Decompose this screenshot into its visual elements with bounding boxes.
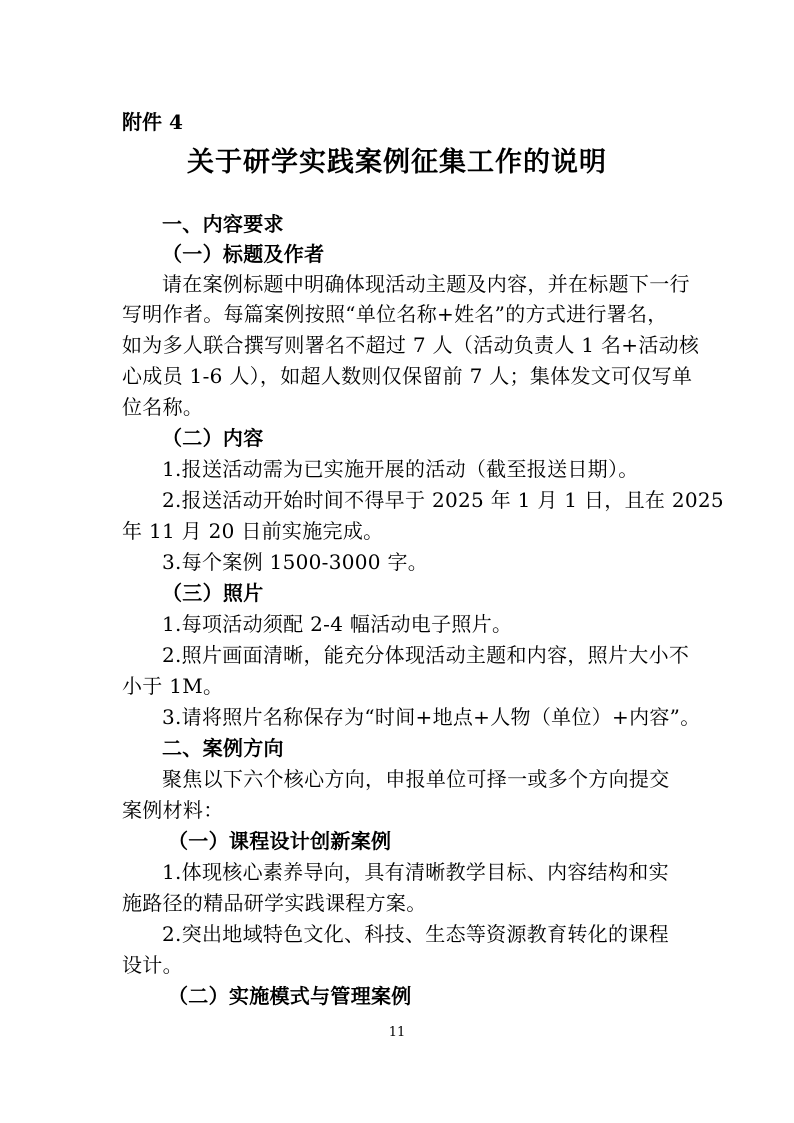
subsection-heading-course-design: （一）课程设计创新案例: [168, 829, 392, 853]
list-item: 2.突出地域特色文化、科技、生态等资源教育转化的课程: [162, 922, 669, 946]
paragraph-line: 聚焦以下六个核心方向，申报单位可择一或多个方向提交: [162, 767, 670, 791]
paragraph-line: 写明作者。每篇案例按照“单位名称+姓名”的方式进行署名，: [122, 302, 668, 326]
list-item: 1.报送活动需为已实施开展的活动（截至报送日期）。: [162, 457, 639, 481]
section-heading-content-requirements: 一、内容要求: [162, 212, 284, 236]
paragraph-line: 案例材料：: [122, 798, 224, 822]
paragraph-line: 位名称。: [122, 395, 204, 419]
paragraph-line: 施路径的精品研学实践课程方案。: [122, 891, 427, 915]
subsection-heading-content: （二）内容: [162, 426, 264, 450]
paragraph-line: 小于 1M。: [122, 674, 224, 698]
list-item: 2.照片画面清晰，能充分体现活动主题和内容，照片大小不: [162, 643, 690, 667]
section-heading-case-directions: 二、案例方向: [162, 736, 284, 760]
paragraph-line: 心成员 1-6 人），如超人数则仅保留前 7 人；集体发文可仅写单: [122, 364, 693, 388]
page-number: 11: [388, 1025, 406, 1040]
paragraph-line: 年 11 月 20 日前实施完成。: [122, 519, 384, 543]
list-item: 1.体现核心素养导向，具有清晰教学目标、内容结构和实: [162, 860, 669, 884]
subsection-heading-title-author: （一）标题及作者: [162, 242, 325, 266]
paragraph-line: 请在案例标题中明确体现活动主题及内容，并在标题下一行: [162, 272, 690, 296]
list-item: 1.每项活动须配 2-4 幅活动电子照片。: [162, 612, 513, 636]
list-item: 3.请将照片名称保存为“时间+地点+人物（单位）+内容”。: [162, 705, 701, 729]
subsection-heading-implementation: （二）实施模式与管理案例: [168, 984, 412, 1008]
annex-label: 附件 4: [122, 110, 183, 134]
paragraph-line: 如为多人联合撰写则署名不超过 7 人（活动负责人 1 名+活动核: [122, 333, 700, 357]
subsection-heading-photos: （三）照片: [162, 581, 264, 605]
document-title: 关于研学实践案例征集工作的说明: [187, 147, 607, 178]
list-item: 3.每个案例 1500-3000 字。: [162, 550, 429, 574]
paragraph-line: 设计。: [122, 953, 183, 977]
list-item: 2.报送活动开始时间不得早于 2025 年 1 月 1 日，且在 2025: [162, 488, 724, 512]
